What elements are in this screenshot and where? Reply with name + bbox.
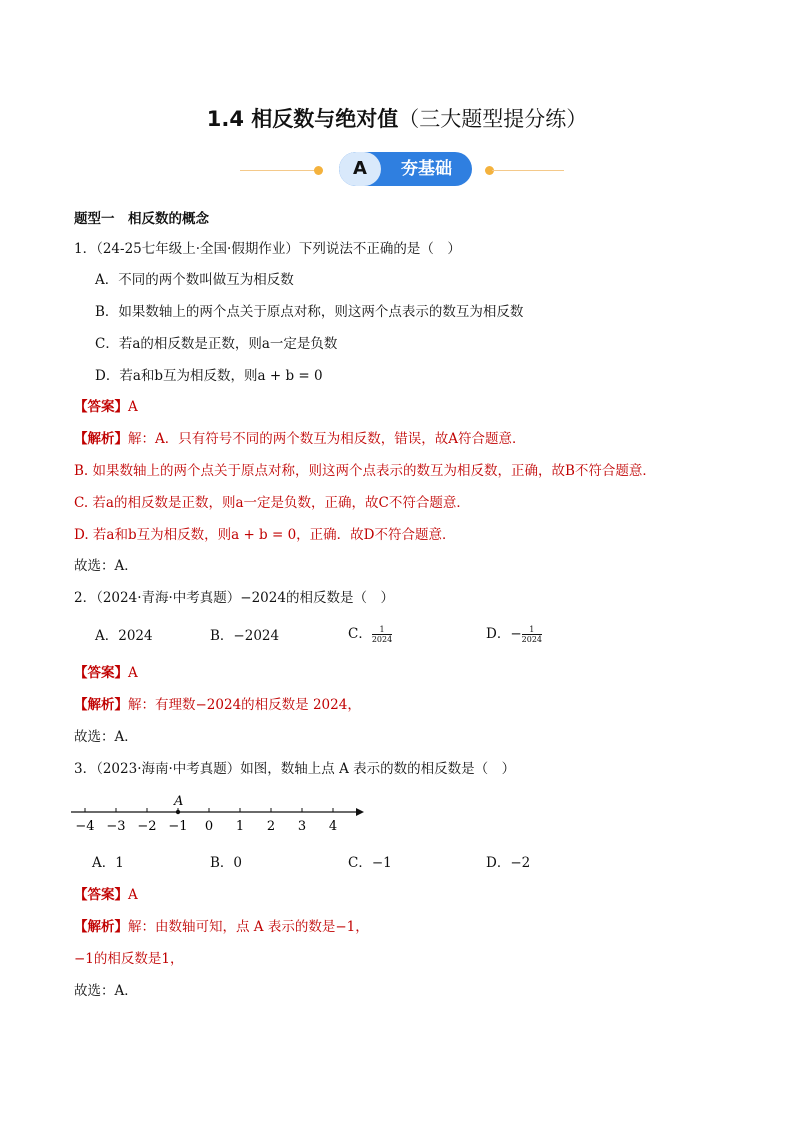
q1-option-d: D．若a和b互为相反数，则a + b = 0 bbox=[95, 368, 323, 384]
answer-label: 【答案】 bbox=[74, 399, 128, 415]
q1-option-c: C．若a的相反数是正数，则a一定是负数 bbox=[95, 336, 338, 352]
q3-option-c: C．−1 bbox=[348, 855, 392, 871]
q3-option-d: D．−2 bbox=[486, 855, 531, 871]
question-3-stem: 3．（2023·海南·中考真题）如图，数轴上点 A 表示的数的相反数是（ ） bbox=[74, 761, 516, 777]
badge-letter: A bbox=[339, 152, 381, 186]
q2-conclusion: 故选：A． bbox=[74, 729, 138, 745]
answer-value: A bbox=[128, 887, 138, 903]
number-line-tick-label: 0 bbox=[204, 819, 214, 834]
section-badge bbox=[339, 152, 472, 186]
q2-option-a: A．2024 bbox=[95, 628, 153, 644]
q2-option-c-label: C． bbox=[348, 626, 372, 642]
q3-conclusion: 故选：A． bbox=[74, 983, 138, 999]
question-1-stem: 1．（24-25七年级上·全国·假期作业）下列说法不正确的是（ ） bbox=[74, 241, 461, 257]
section-heading: 题型一 相反数的概念 bbox=[74, 211, 209, 227]
q1-analysis-3: C. 若a的相反数是正数，则a一定是负数，正确，故C不符合题意． bbox=[74, 495, 470, 511]
q3-option-b: B．0 bbox=[210, 855, 243, 871]
q2-option-c bbox=[348, 625, 392, 644]
badge-dot-left bbox=[314, 166, 323, 175]
fraction-numerator: 1 bbox=[522, 625, 542, 635]
q1-option-b: B．如果数轴上的两个点关于原点对称，则这两个点表示的数互为相反数 bbox=[95, 304, 524, 320]
analysis-label: 【解析】 bbox=[74, 431, 128, 447]
question-2-stem: 2．（2024·青海·中考真题）−2024的相反数是（ ） bbox=[74, 590, 394, 606]
number-line-tick-label: −1 bbox=[168, 819, 188, 834]
q2-option-d-label: D．− bbox=[486, 626, 522, 642]
q1-option-a: A．不同的两个数叫做互为相反数 bbox=[95, 272, 294, 288]
q1-answer bbox=[74, 398, 138, 416]
q3-analysis-1 bbox=[74, 918, 369, 936]
fraction-numerator: 1 bbox=[372, 625, 392, 635]
number-line-tick-label: −2 bbox=[137, 819, 157, 834]
q3-option-a: A．1 bbox=[92, 855, 124, 871]
q1-analysis-2: B. 如果数轴上的两个点关于原点对称，则这两个点表示的数互为相反数，正确，故B不符合题意． bbox=[74, 463, 656, 479]
q1-analysis-4: D. 若a和b互为相反数，则a + b = 0，正确．故D不符合题意． bbox=[74, 527, 456, 543]
number-line-tick-label: 3 bbox=[297, 819, 307, 834]
answer-label: 【答案】 bbox=[74, 887, 128, 903]
fraction bbox=[522, 625, 542, 644]
q2-answer bbox=[74, 664, 138, 682]
number-line-tick-label: 2 bbox=[266, 819, 276, 834]
q2-analysis bbox=[74, 696, 361, 714]
number-line-arrow bbox=[356, 808, 364, 816]
badge-text: 夯基础 bbox=[401, 159, 452, 179]
analysis-label: 【解析】 bbox=[74, 697, 128, 713]
answer-value: A bbox=[128, 665, 138, 681]
q3-answer bbox=[74, 886, 138, 904]
point-a-marker bbox=[176, 810, 180, 814]
fraction-denominator: 2024 bbox=[371, 635, 393, 644]
title-sub: （三大题型提分练） bbox=[398, 107, 588, 131]
number-line-tick-label: 4 bbox=[328, 819, 338, 834]
answer-label: 【答案】 bbox=[74, 665, 128, 681]
analysis-text: 解：A．只有符号不同的两个数互为相反数，错误，故A符合题意． bbox=[128, 431, 526, 447]
q1-conclusion: 故选：A． bbox=[74, 558, 138, 574]
q2-option-b: B．−2024 bbox=[210, 628, 280, 644]
badge-divider-right bbox=[492, 170, 564, 171]
analysis-label: 【解析】 bbox=[74, 919, 128, 935]
q2-option-d bbox=[486, 625, 542, 644]
fraction-denominator: 2024 bbox=[521, 635, 542, 644]
number-line-tick-label: −3 bbox=[106, 819, 126, 834]
analysis-text: 解：由数轴可知，点 A 表示的数是−1， bbox=[128, 919, 369, 935]
badge-divider-left bbox=[240, 170, 318, 171]
title-main: 1.4 相反数与绝对值 bbox=[206, 107, 399, 131]
q1-analysis-1 bbox=[74, 430, 526, 448]
number-line bbox=[66, 790, 366, 835]
number-line-tick-label: −4 bbox=[75, 819, 95, 834]
page-title bbox=[0, 103, 794, 133]
fraction bbox=[372, 625, 392, 644]
answer-value: A bbox=[128, 399, 138, 415]
number-line-tick-label: 1 bbox=[235, 819, 245, 834]
point-a-label: A bbox=[174, 794, 184, 809]
q3-analysis-2: −1的相反数是1， bbox=[74, 951, 184, 967]
analysis-text: 解：有理数−2024的相反数是 2024， bbox=[128, 697, 361, 713]
